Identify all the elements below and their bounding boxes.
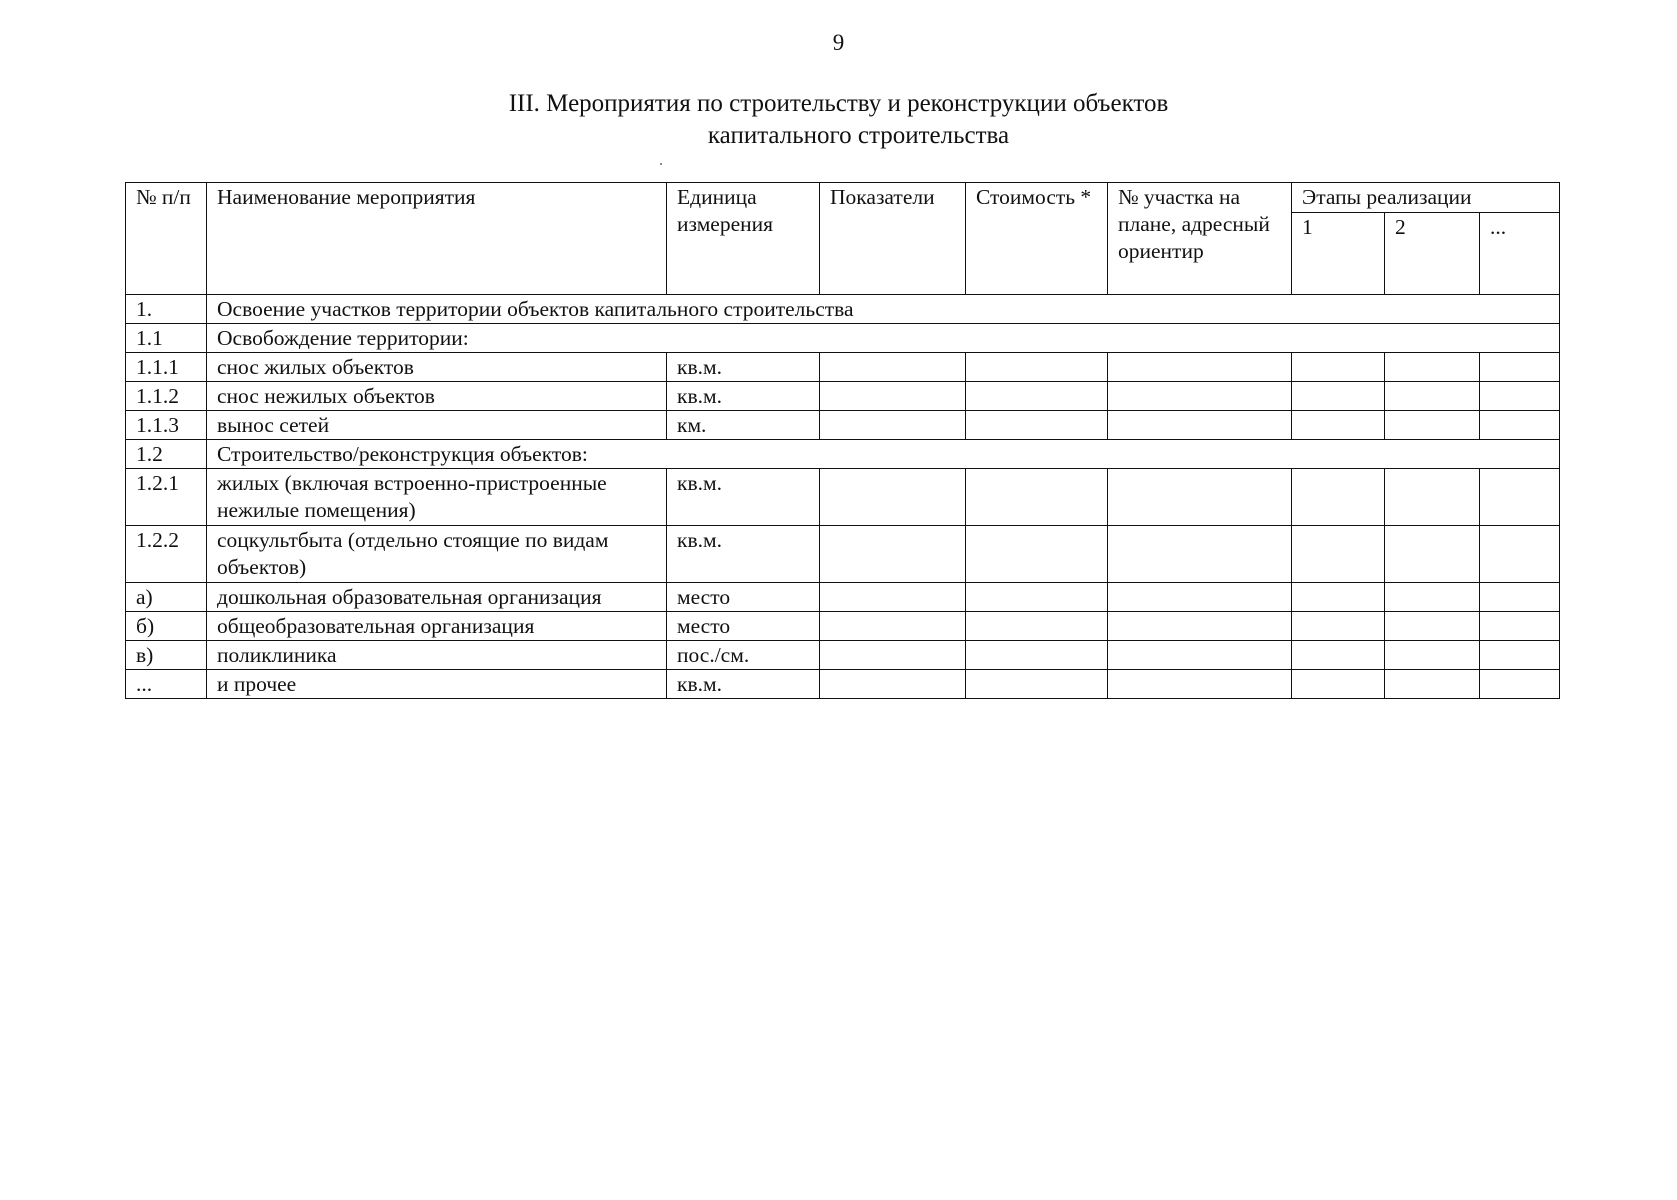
row-cost [966, 670, 1108, 699]
row-cost [966, 641, 1108, 670]
row-plot [1108, 641, 1292, 670]
table-row [126, 295, 1560, 324]
table-header-row [126, 183, 1560, 213]
header-unit: Единица измерения [667, 183, 820, 295]
row-name: дошкольная образовательная организация [207, 583, 667, 612]
row-stage-2 [1385, 353, 1480, 382]
table-row [126, 583, 1560, 612]
row-unit: кв.м. [667, 670, 820, 699]
title-line-1: III. Мероприятия по строительству и реконструкции объектов [508, 90, 1169, 117]
row-stage-2 [1385, 612, 1480, 641]
table-row [126, 612, 1560, 641]
row-stage-more [1480, 469, 1560, 526]
table-row [126, 324, 1560, 353]
row-name: поликлиника [207, 641, 667, 670]
header-name: Наименование мероприятия [207, 183, 667, 295]
row-stage-more [1480, 382, 1560, 411]
row-cost [966, 583, 1108, 612]
row-name: жилых (включая встроенно-пристроенные нежилые помещения) [207, 469, 667, 526]
row-cost [966, 612, 1108, 641]
row-plot [1108, 353, 1292, 382]
scan-speck [660, 163, 662, 165]
row-num: ... [126, 670, 207, 699]
row-unit: кв.м. [667, 526, 820, 583]
row-stage-2 [1385, 583, 1480, 612]
row-unit: место [667, 612, 820, 641]
page-number: 9 [832, 30, 845, 55]
row-num: 1.1.2 [126, 382, 207, 411]
header-stage-2: 2 [1385, 213, 1480, 295]
row-num: 1.1 [126, 324, 207, 353]
row-indicators [820, 583, 966, 612]
header-stage-more: ... [1480, 213, 1560, 295]
row-name: снос жилых объектов [207, 353, 667, 382]
row-stage-more [1480, 670, 1560, 699]
row-name: общеобразовательная организация [207, 612, 667, 641]
row-unit: кв.м. [667, 382, 820, 411]
row-section-title: Строительство/реконструкция объектов: [207, 440, 1560, 469]
table-row [126, 353, 1560, 382]
row-stage-2 [1385, 382, 1480, 411]
row-indicators [820, 612, 966, 641]
header-num: № п/п [126, 183, 207, 295]
row-num: б) [126, 612, 207, 641]
row-indicators [820, 641, 966, 670]
table-row [126, 641, 1560, 670]
row-indicators [820, 670, 966, 699]
row-cost [966, 353, 1108, 382]
row-stage-more [1480, 583, 1560, 612]
row-unit: км. [667, 411, 820, 440]
row-plot [1108, 583, 1292, 612]
row-num: 1.2.1 [126, 469, 207, 526]
row-indicators [820, 353, 966, 382]
row-num: а) [126, 583, 207, 612]
header-stages: Этапы реализации [1292, 183, 1560, 213]
table-row [126, 382, 1560, 411]
row-section-title: Освобождение территории: [207, 324, 1560, 353]
row-cost [966, 411, 1108, 440]
row-stage-more [1480, 641, 1560, 670]
row-plot [1108, 411, 1292, 440]
table-row [126, 670, 1560, 699]
row-num: 1.2.2 [126, 526, 207, 583]
row-unit: пос./см. [667, 641, 820, 670]
row-stage-1 [1292, 641, 1385, 670]
measures-table [125, 182, 1560, 699]
row-name: снос нежилых объектов [207, 382, 667, 411]
header-cost: Стоимость * [966, 183, 1108, 295]
row-indicators [820, 469, 966, 526]
row-section-title: Освоение участков территории объектов капитального строительства [207, 295, 1560, 324]
row-cost [966, 382, 1108, 411]
row-cost [966, 526, 1108, 583]
row-name: соцкультбыта (отдельно стоящие по видам объектов) [207, 526, 667, 583]
table-row [126, 526, 1560, 583]
row-num: 1.2 [126, 440, 207, 469]
row-stage-more [1480, 526, 1560, 583]
row-stage-1 [1292, 382, 1385, 411]
row-unit: кв.м. [667, 353, 820, 382]
table-row [126, 411, 1560, 440]
row-num: 1.1.3 [126, 411, 207, 440]
row-stage-1 [1292, 469, 1385, 526]
row-plot [1108, 612, 1292, 641]
row-stage-2 [1385, 670, 1480, 699]
row-plot [1108, 382, 1292, 411]
row-stage-1 [1292, 583, 1385, 612]
row-unit: кв.м. [667, 469, 820, 526]
row-stage-1 [1292, 526, 1385, 583]
table-row [126, 440, 1560, 469]
row-indicators [820, 526, 966, 583]
row-name: вынос сетей [207, 411, 667, 440]
row-unit: место [667, 583, 820, 612]
row-stage-more [1480, 411, 1560, 440]
row-stage-1 [1292, 612, 1385, 641]
row-stage-2 [1385, 469, 1480, 526]
row-indicators [820, 382, 966, 411]
header-plot: № участка на плане, адресный ориентир [1108, 183, 1292, 295]
row-stage-more [1480, 353, 1560, 382]
table-row [126, 469, 1560, 526]
row-plot [1108, 469, 1292, 526]
row-num: в) [126, 641, 207, 670]
row-stage-1 [1292, 353, 1385, 382]
title-line-2: капитального строительства [707, 122, 1010, 149]
row-cost [966, 469, 1108, 526]
row-stage-more [1480, 612, 1560, 641]
row-stage-2 [1385, 526, 1480, 583]
page-title [0, 88, 1677, 152]
row-num: 1.1.1 [126, 353, 207, 382]
header-indicators: Показатели [820, 183, 966, 295]
row-plot [1108, 670, 1292, 699]
row-num: 1. [126, 295, 207, 324]
row-plot [1108, 526, 1292, 583]
row-stage-2 [1385, 641, 1480, 670]
row-name: и прочее [207, 670, 667, 699]
row-stage-2 [1385, 411, 1480, 440]
row-stage-1 [1292, 411, 1385, 440]
header-stage-1: 1 [1292, 213, 1385, 295]
row-stage-1 [1292, 670, 1385, 699]
row-indicators [820, 411, 966, 440]
